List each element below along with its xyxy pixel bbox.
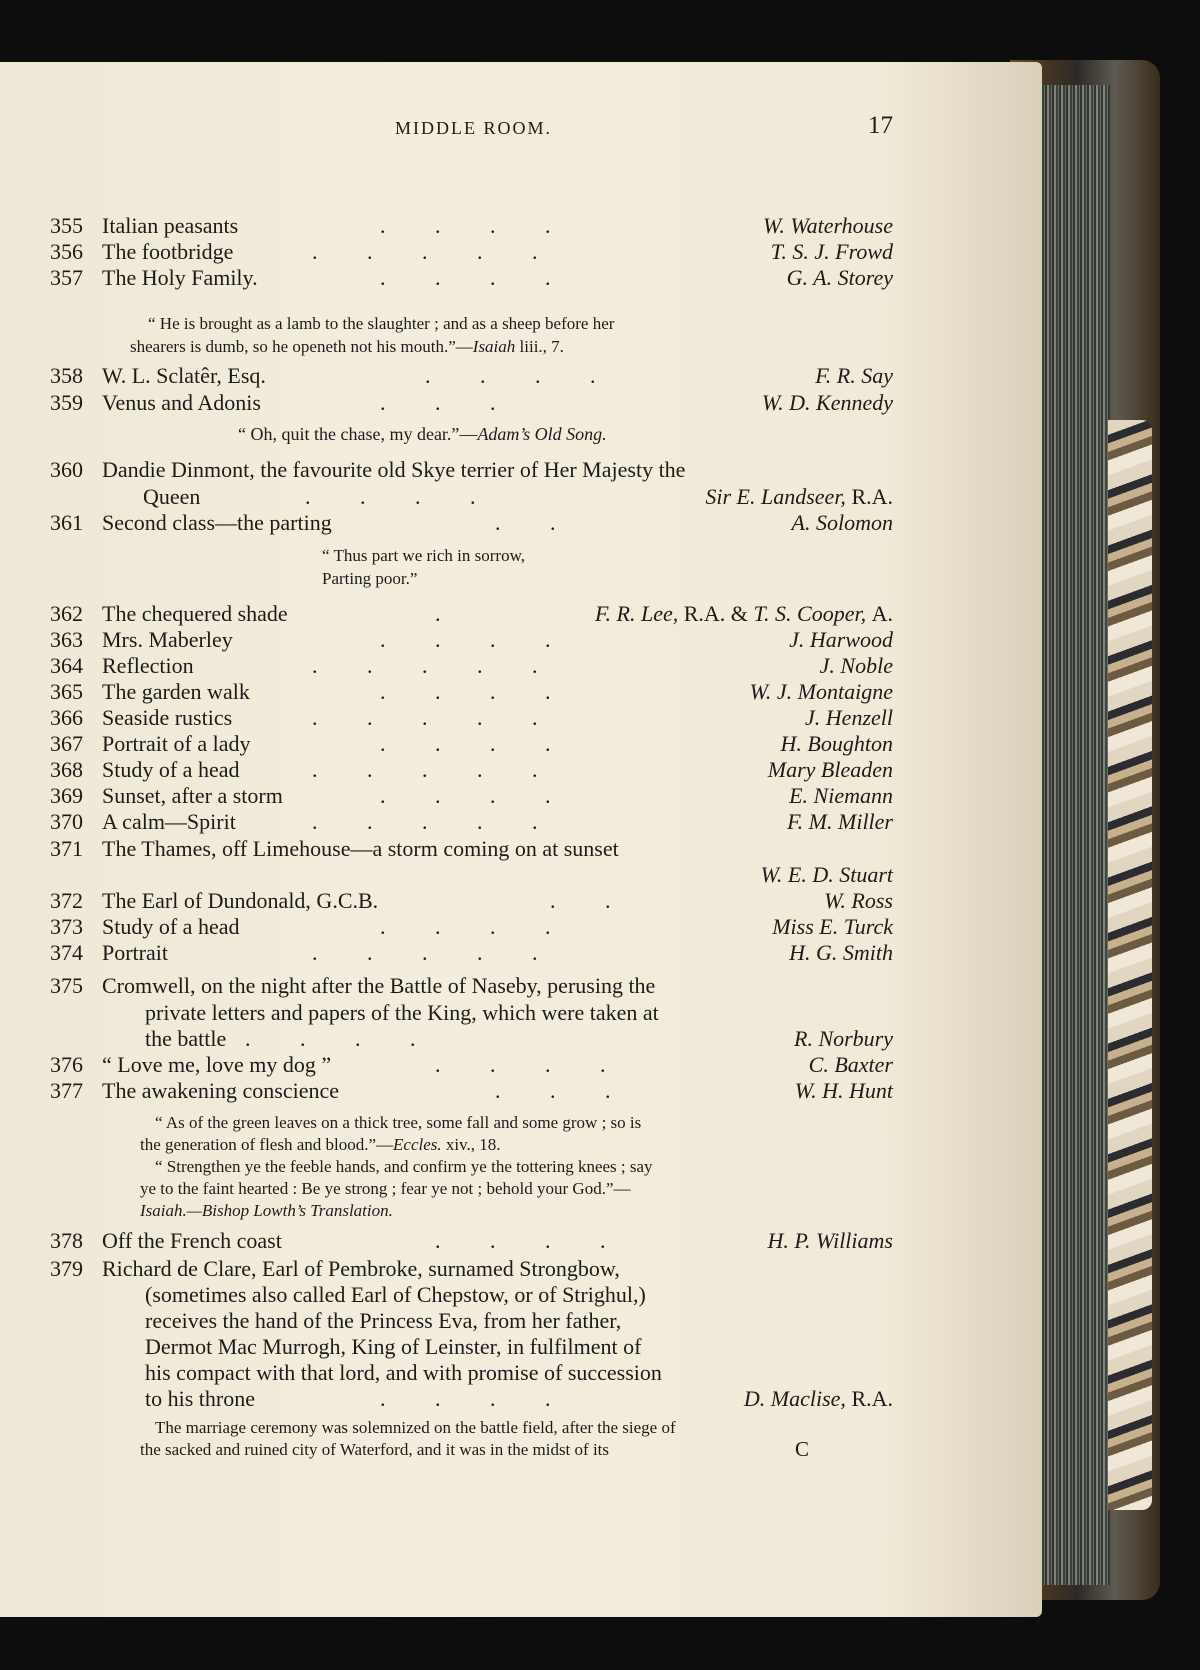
entry-title-cont: to his throne: [145, 1386, 255, 1411]
quote-source: Isaiah: [472, 337, 516, 356]
entry-title: The Thames, off Limehouse—a storm coming on at sunset: [102, 836, 619, 861]
entry-title: Richard de Clare, Earl of Pembroke, surnamed Strongbow,: [102, 1256, 620, 1281]
entry-title: The garden walk: [102, 679, 250, 704]
entry-title-cont: (sometimes also called Earl of Chepstow, or of Strighul,): [145, 1282, 646, 1307]
entry-artist: W. H. Hunt: [794, 1078, 893, 1103]
entry-title: W. L. Sclatêr, Esq.: [102, 363, 266, 388]
entry-title: Sunset, after a storm: [102, 783, 283, 808]
entry-artist: [744, 1386, 893, 1412]
dot-leaders: . . .: [380, 390, 518, 415]
dot-leaders: . . . .: [380, 265, 573, 290]
entry-number: 378: [50, 1228, 83, 1253]
entry-title: Portrait of a lady: [102, 731, 251, 756]
entry-artist: A. Solomon: [791, 510, 893, 535]
running-header: [0, 112, 1042, 148]
entry-number: 364: [50, 653, 83, 678]
entry-title: The Holy Family.: [102, 265, 258, 290]
entry-artist: J. Henzell: [805, 705, 893, 730]
dot-leaders: . . . .: [380, 731, 573, 756]
entry-number: 375: [50, 973, 83, 998]
entry-number: 368: [50, 757, 83, 782]
entry-number: 373: [50, 914, 83, 939]
quote-source: Adam’s Old Song.: [477, 424, 607, 444]
artist-name: F. R. Lee,: [594, 601, 679, 626]
entry-title: Mrs. Maberley: [102, 627, 233, 652]
dot-leaders: . . . .: [380, 679, 573, 704]
dot-leaders: . . . .: [435, 1228, 628, 1253]
artist-name: D. Maclise,: [743, 1386, 846, 1411]
entry-artist: C. Baxter: [808, 1052, 893, 1077]
quotation-line: the sacked and ruined city of Waterford, and it was in the midst of its: [140, 1440, 610, 1459]
entry-number: 357: [50, 265, 83, 290]
dot-leaders: . . . .: [435, 1052, 628, 1077]
entry-artist: E. Niemann: [789, 783, 893, 808]
entry-number: 367: [50, 731, 83, 756]
entry-artist: W. Waterhouse: [763, 213, 893, 238]
quote-source: Eccles.: [393, 1135, 442, 1154]
quote-ref: xiv., 18.: [441, 1135, 501, 1154]
entry-number: 371: [50, 836, 83, 861]
entry-title: Second class—the parting: [102, 510, 332, 535]
entry-number: 356: [50, 239, 83, 264]
entry-title: Reflection: [102, 653, 194, 678]
entry-artist: J. Noble: [819, 653, 893, 678]
entry-artist: T. S. J. Frowd: [770, 239, 893, 264]
entry-title-cont: the battle: [145, 1026, 227, 1051]
quote-ref: liii., 7.: [515, 337, 564, 356]
entry-title: Portrait: [102, 940, 168, 965]
entry-artist: Mary Bleaden: [767, 757, 893, 782]
quotation-line: “ Strengthen ye the feeble hands, and confirm ye the tottering knees ; say: [155, 1157, 653, 1176]
entry-artist: W. Ross: [824, 888, 893, 913]
entry-number: 376: [50, 1052, 83, 1077]
signature-mark: C: [795, 1437, 810, 1461]
entry-artist: W. J. Montaigne: [749, 679, 893, 704]
dot-leaders: .: [435, 601, 441, 626]
entry-artist: H. G. Smith: [789, 940, 893, 965]
entry-artist: J. Harwood: [789, 627, 893, 652]
quotation-line: ye to the faint hearted : Be ye strong ; fear ye not ; behold your God.”—: [140, 1179, 631, 1198]
entry-number: 363: [50, 627, 83, 652]
dot-leaders: . . . .: [425, 363, 618, 388]
entry-title: The awakening conscience: [102, 1078, 339, 1103]
entry-artist: H. Boughton: [780, 731, 893, 756]
entry-title-cont: receives the hand of the Princess Eva, from her father,: [145, 1308, 622, 1333]
entry-number: 361: [50, 510, 83, 535]
entry-artist: H. P. Williams: [767, 1228, 893, 1253]
dot-leaders: . . .: [495, 1078, 633, 1103]
quotation-line: [140, 1134, 501, 1155]
artist-title: A.: [871, 601, 893, 626]
dot-leaders: . .: [495, 510, 578, 535]
entry-number: 359: [50, 390, 83, 415]
dot-leaders: . . . . .: [312, 940, 560, 965]
entry-artist: [595, 601, 893, 627]
dot-leaders: . . . .: [380, 783, 573, 808]
entry-artist: Miss E. Turck: [772, 914, 893, 939]
entry-artist: W. D. Kennedy: [761, 390, 893, 415]
entry-artist: [705, 484, 893, 510]
entry-title-cont: private letters and papers of the King, which were taken at: [145, 1000, 659, 1025]
entry-artist: R. Norbury: [794, 1026, 893, 1051]
quotation-line: “ Thus part we rich in sorrow,: [322, 546, 526, 565]
quotation-line: “ He is brought as a lamb to the slaughter ; and as a sheep before her: [148, 314, 615, 333]
entry-number: 355: [50, 213, 83, 238]
artist-name: T. S. Cooper,: [753, 601, 867, 626]
quote-text: shearers is dumb, so he openeth not his mouth.”—: [130, 337, 473, 356]
quote-text: “ Oh, quit the chase, my dear.”—: [238, 424, 478, 444]
quotation-line: “ As of the green leaves on a thick tree, some fall and some grow ; so is: [155, 1113, 642, 1132]
entry-title-cont: his compact with that lord, and with promise of succession: [145, 1360, 662, 1385]
quotation-line: The marriage ceremony was solemnized on the battle field, after the siege of: [155, 1418, 676, 1437]
entry-title: Off the French coast: [102, 1228, 282, 1253]
entry-title: Venus and Adonis: [102, 390, 261, 415]
quote-source: Isaiah.—Bishop Lowth’s Translation.: [140, 1201, 393, 1220]
page-edges: [1040, 85, 1110, 1585]
entry-number: 365: [50, 679, 83, 704]
quote-text: the generation of flesh and blood.”—: [140, 1135, 394, 1154]
entry-title: Dandie Dinmont, the favourite old Skye terrier of Her Majesty the: [102, 457, 686, 482]
entry-artist: G. A. Storey: [786, 265, 893, 290]
dot-leaders: . . . . .: [312, 705, 560, 730]
entry-number: 379: [50, 1256, 83, 1281]
entry-title: “ Love me, love my dog ”: [102, 1052, 332, 1077]
entry-number: 366: [50, 705, 83, 730]
quotation-line: Parting poor.”: [322, 569, 418, 588]
dot-leaders: . . . .: [305, 484, 498, 509]
entry-title: The Earl of Dundonald, G.C.B.: [102, 888, 379, 913]
dot-leaders: . . . .: [380, 213, 573, 238]
dot-leaders: . . . .: [245, 1026, 438, 1051]
entry-title-cont: Queen: [143, 484, 201, 509]
dot-leaders: . . . . .: [312, 757, 560, 782]
entry-title: Study of a head: [102, 757, 240, 782]
quotation-line: [130, 336, 564, 357]
marbled-edge: [1108, 420, 1152, 1510]
entry-number: 369: [50, 783, 83, 808]
dot-leaders: . . . .: [380, 627, 573, 652]
entry-number: 372: [50, 888, 83, 913]
quotation-line: [140, 1200, 393, 1221]
entry-title-cont: Dermot Mac Murrogh, King of Leinster, in fulfilment of: [145, 1334, 642, 1359]
entry-title: Cromwell, on the night after the Battle of Naseby, perusing the: [102, 973, 656, 998]
dot-leaders: . . . .: [380, 914, 573, 939]
entry-title: The footbridge: [102, 239, 234, 264]
quotation-line: [238, 424, 607, 445]
entry-number: 362: [50, 601, 83, 626]
entry-artist: F. M. Miller: [787, 809, 893, 834]
dot-leaders: . .: [550, 888, 633, 913]
artist-title: R.A.: [851, 484, 893, 509]
dot-leaders: . . . . .: [312, 653, 560, 678]
entry-title: A calm—Spirit: [102, 809, 236, 834]
entry-title: Seaside rustics: [102, 705, 233, 730]
entry-artist: W. E. D. Stuart: [760, 862, 893, 887]
page-number: 17: [868, 112, 893, 139]
entry-number: 377: [50, 1078, 83, 1103]
entry-number: 360: [50, 457, 83, 482]
entry-title: Italian peasants: [102, 213, 239, 238]
artist-name: Sir E. Landseer,: [705, 484, 846, 509]
entry-number: 358: [50, 363, 83, 388]
dot-leaders: . . . .: [380, 1386, 573, 1411]
running-title: MIDDLE ROOM.: [395, 118, 552, 138]
dot-leaders: . . . . .: [312, 809, 560, 834]
entry-title: The chequered shade: [102, 601, 288, 626]
entry-title: Study of a head: [102, 914, 240, 939]
dot-leaders: . . . . .: [312, 239, 560, 264]
entry-number: 370: [50, 809, 83, 834]
entry-artist: F. R. Say: [815, 363, 893, 388]
entry-number: 374: [50, 940, 83, 965]
artist-title: R.A.: [851, 1386, 893, 1411]
artist-title: R.A. &: [683, 601, 748, 626]
